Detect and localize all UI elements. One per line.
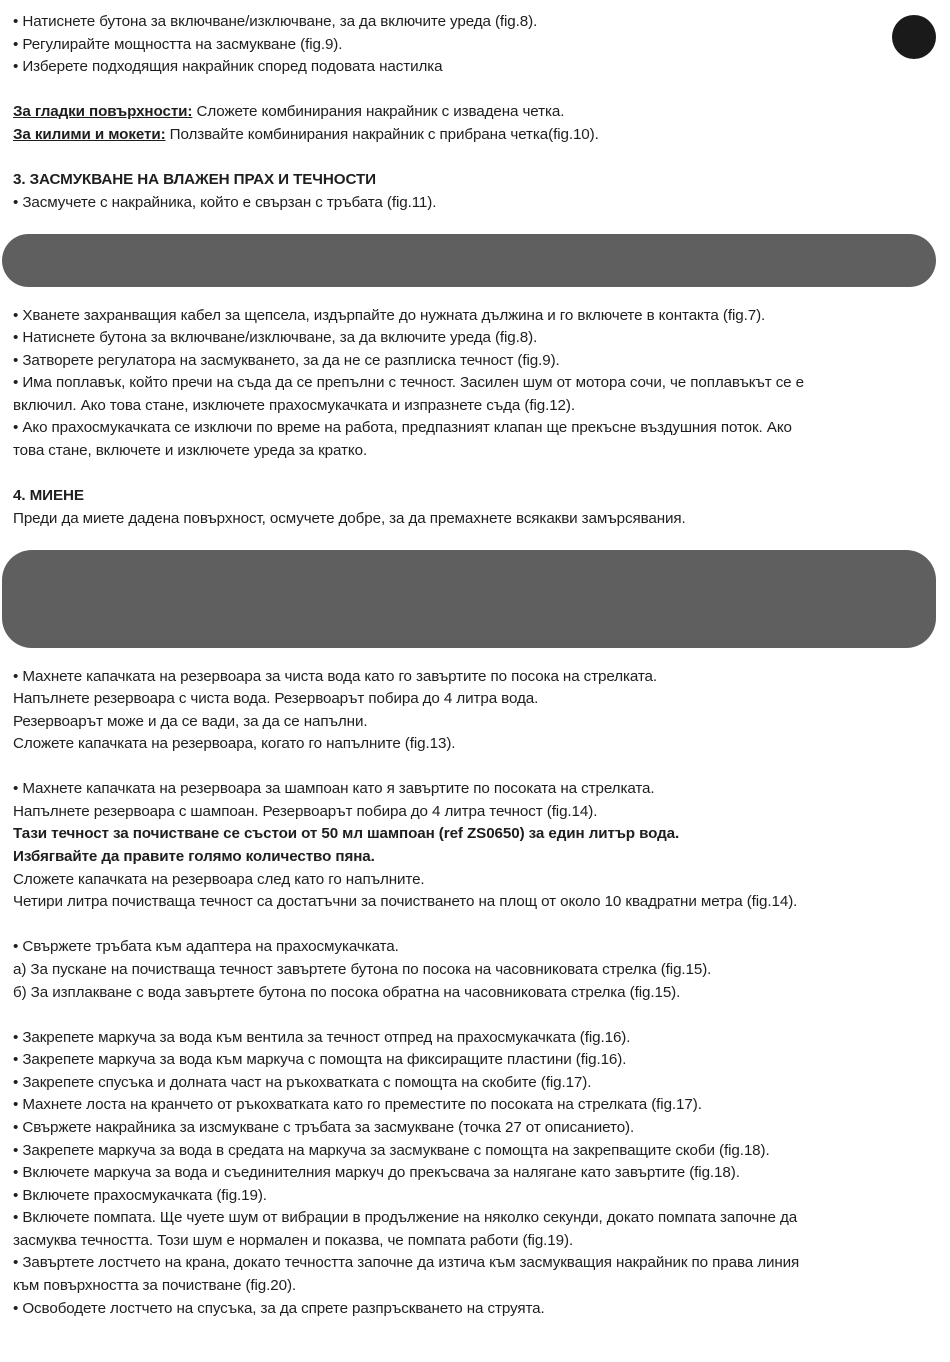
body-line: Резервоарът може и да се вади, за да се напълни. <box>13 713 368 730</box>
bullet-line: • Натиснете бутона за включване/изключване, за да включите уреда (fig.8). <box>13 13 538 30</box>
carpet-label: За килими и мокети: <box>13 126 166 143</box>
smooth-surface-label: За гладки повърхности: <box>13 103 193 120</box>
step-line: • Закрепете маркуча за вода към маркуча с помощта на фиксиращите пластини (fig.16). <box>13 1051 627 1068</box>
body-line: Четири литра почистваща течност са достатъчни за почистването на площ от около 10 квадратни метра (fig.14). <box>13 893 798 910</box>
body-line: Напълнете резервоара с чиста вода. Резервоарът побира до 4 литра вода. <box>13 690 539 707</box>
body-line: • Махнете капачката на резервоара за чиста вода като го завъртите по посока на стрелката. <box>13 668 658 685</box>
section-4-intro: Преди да миете дадена повърхност, осмучете добре, за да премахнете всякакви замърсявания. <box>13 510 686 527</box>
step-line: • Закрепете маркуча за вода в средата на маркуча за засмукване с помощта на закрепващите скоби (fig.18). <box>13 1142 770 1159</box>
step-line: засмуква течността. Този шум е нормален и показва, че помпата работи (fig.19). <box>13 1232 574 1249</box>
step-line: • Свържете накрайника за изсмукване с тръбата за засмукване (точка 27 от описанието). <box>13 1119 635 1136</box>
body-line: • Свържете тръбата към адаптера на прахосмукачката. <box>13 938 399 955</box>
section-3-heading: 3. ЗАСМУКВАНЕ НА ВЛАЖЕН ПРАХ И ТЕЧНОСТИ <box>13 171 376 188</box>
body-line: • Има поплавък, който пречи на съда да се препълни с течност. Засилен шум от мотора сочи, че поплавъкът се е <box>13 374 804 391</box>
smooth-surface-line <box>13 102 940 122</box>
carpet-text: Ползвайте комбинирания накрайник с прибрана четка(fig.10). <box>165 126 599 143</box>
body-line: Сложете капачката на резервоара, когато го напълните (fig.13). <box>13 735 456 752</box>
step-line: • Включете прахосмукачката (fig.19). <box>13 1187 267 1204</box>
step-line: • Закрепете маркуча за вода към вентила за течност отпред на прахосмукачката (fig.16). <box>13 1029 631 1046</box>
body-line: включил. Ако това стане, изключете прахосмукачката и изпразнете съда (fig.12). <box>13 397 575 414</box>
body-line: Сложете капачката на резервоара след като го напълните. <box>13 871 425 888</box>
body-line: • Махнете капачката на резервоара за шампоан като я завъртите по посоката на стрелката. <box>13 780 655 797</box>
body-line: • Натиснете бутона за включване/изключване, за да включите уреда (fig.8). <box>13 329 538 346</box>
body-line: • Ако прахосмукачката се изключи по време на работа, предпазният клапан ще прекъсне въздушния поток. Ако <box>13 419 792 436</box>
body-line: това стане, включете и изключете уреда за кратко. <box>13 442 368 459</box>
body-line: б) За изплакване с вода завъртете бутона по посока обратна на часовниковата стрелка (fig.15). <box>13 984 681 1001</box>
bold-note: Тази течност за почистване се състои от 50 мл шампоан (ref ZS0650) за един литър вода. <box>13 825 680 842</box>
step-line: • Махнете лоста на кранчето от ръкохватката като го преместите по посоката на стрелката (fig.17). <box>13 1096 702 1113</box>
body-line: • Затворете регулатора на засмукването, за да не се разплиска течност (fig.9). <box>13 352 560 369</box>
body-line: а) За пускане на почистваща течност завъртете бутона по посока на часовниковата стрелка (fig.15). <box>13 961 712 978</box>
step-line: • Включете маркуча за вода и съединителния маркуч до прекъсвача за налягане като завъртите (fig.18). <box>13 1164 740 1181</box>
bullet-line: • Регулирайте мощността на засмукване (fig.9). <box>13 36 343 53</box>
step-line: • Завъртете лостчето на крана, докато течността започне да изтича към засмукващия накрайник по права линия <box>13 1254 800 1271</box>
body-line: • Хванете захранващия кабел за щепсела, издърпайте до нужната дължина и го включете в контакта (fig.7). <box>13 307 766 324</box>
gray-banner <box>2 234 936 287</box>
step-line: към повърхността за почистване (fig.20). <box>13 1277 297 1294</box>
step-line: • Закрепете спусъка и долната част на ръкохватката с помощта на скобите (fig.17). <box>13 1074 592 1091</box>
body-line: Напълнете резервоара с шампоан. Резервоарът побира до 4 литра течност (fig.14). <box>13 803 598 820</box>
smooth-surface-text: Сложете комбинирания накрайник с извадена четка. <box>192 103 565 120</box>
step-line: • Освободете лостчето на спусъка, за да спрете разпръскването на струята. <box>13 1300 545 1317</box>
gray-banner <box>2 550 936 648</box>
carpet-line <box>13 125 940 145</box>
section-4-heading: 4. МИЕНЕ <box>13 487 84 504</box>
section-3-intro: • Засмучете с накрайника, който е свързан с тръбата (fig.11). <box>13 194 437 211</box>
bullet-line: • Изберете подходящия накрайник според подовата настилка <box>13 58 443 75</box>
step-line: • Включете помпата. Ще чуете шум от вибрации в продължение на няколко секунди, докато помпата започне да <box>13 1209 798 1226</box>
bold-note: Избягвайте да правите голямо количество пяна. <box>13 848 375 865</box>
